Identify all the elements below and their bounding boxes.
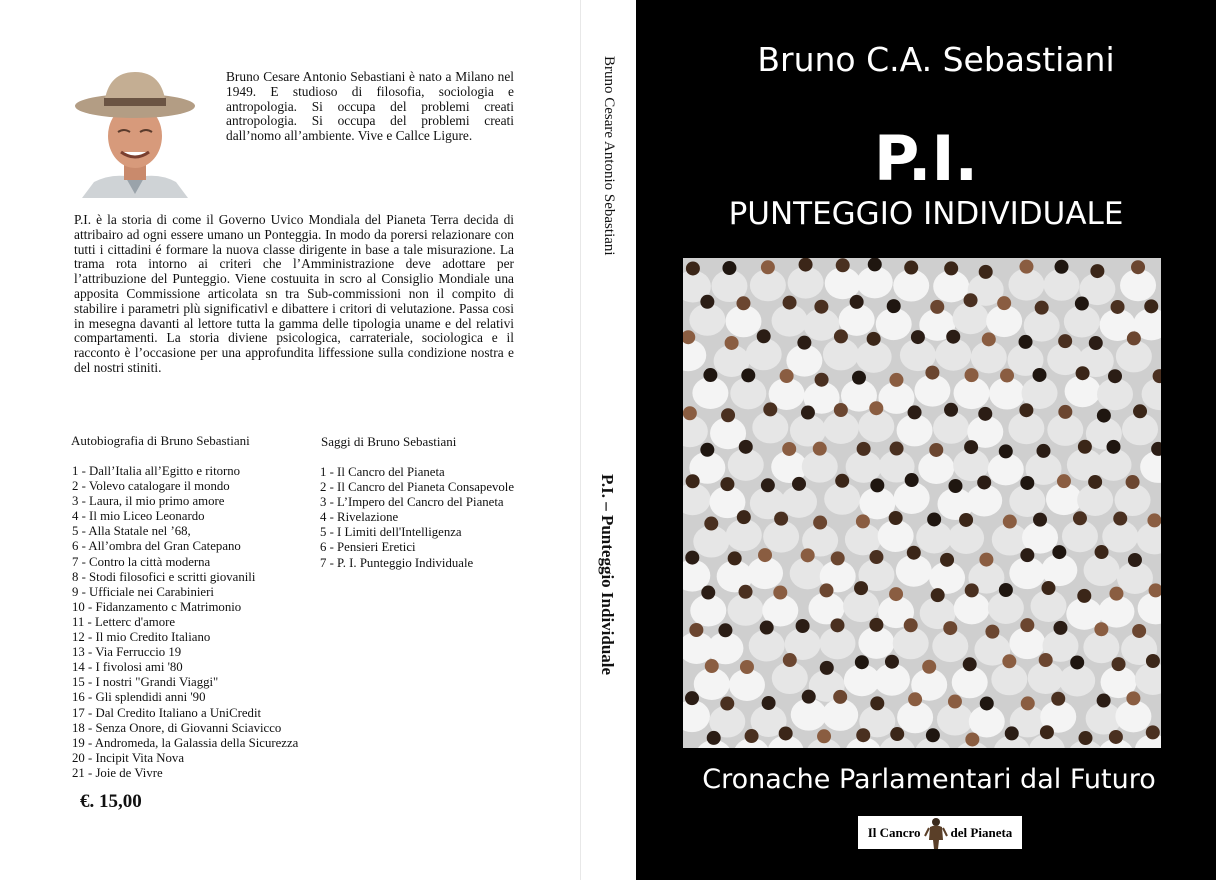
essay-item: 6 - Pensieri Eretici xyxy=(320,540,416,555)
autobiography-item: 20 - Incipit Vita Nova xyxy=(72,750,185,765)
autobiography-item: 19 - Andromeda, la Galassia della Sicurezza xyxy=(72,735,299,750)
essay-item: 7 - P. I. Punteggio Individuale xyxy=(320,555,474,570)
autobiography-item: 9 - Ufficiale nei Carabinieri xyxy=(72,584,214,599)
essay-item: 1 - Il Cancro del Pianeta xyxy=(320,465,445,479)
publisher-name-left: Il Cancro xyxy=(867,824,921,840)
autobiography-item: 8 - Stodi filosofici e scritti giovanili xyxy=(72,569,256,584)
price: €. 15,00 xyxy=(80,791,142,812)
cover-tagline: Cronache Parlamentari dal Futuro xyxy=(702,764,1156,795)
autobiography-item: 6 - All’ombra del Gran Catepano xyxy=(72,539,241,554)
autobiography-item: 12 - Il mio Credito Italiano xyxy=(72,630,211,645)
author-bio: Bruno Cesare Antonio Sebastiani è nato a Milano nel 1949. E studioso di filosofia, sociologia e antropologia. Si occupa del problemi creati antropologia. Si occupa del problemi creati dall’nomo all’ambiente. Vive e Callce Ligure. xyxy=(226,69,514,144)
autobiography-item: 10 - Fidanzamento c Matrimonio xyxy=(72,599,242,614)
essay-item: 2 - Il Cancro del Pianeta Consapevole xyxy=(320,480,515,495)
autobiography-item: 1 - Dall’Italia all’Egitto e ritorno xyxy=(72,464,241,478)
autobiography-item: 11 - Letterc d'amore xyxy=(72,614,176,629)
autobiography-item: 16 - Gli splendidi anni '90 xyxy=(72,690,206,705)
author-photo xyxy=(74,62,196,198)
spine-title: P.I. – Punteggio Individuale xyxy=(598,474,617,676)
autobiography-item: 13 - Via Ferruccio 19 xyxy=(72,645,182,660)
essay-item: 4 - Rivelazione xyxy=(320,510,399,525)
essays-title: Saggi di Bruno Sebastiani xyxy=(321,434,457,449)
essay-item: 3 - L’Impero del Cancro del Pianeta xyxy=(320,495,504,510)
autobiography-item: 18 - Senza Onore, di Giovanni Sciavicco xyxy=(72,720,282,735)
essays-list xyxy=(320,465,514,571)
autobiography-item: 15 - I nostri "Grandi Viaggi" xyxy=(72,675,219,690)
essay-item: 5 - I Limiti dell'Intelligenza xyxy=(320,525,462,540)
autobiography-list xyxy=(72,464,298,781)
autobiography-item: 5 - Alla Statale nel ’68, xyxy=(72,524,191,539)
autobiography-item: 17 - Dal Credito Italiano a UniCredit xyxy=(72,705,262,720)
autobiography-item: 7 - Contro la città moderna xyxy=(72,554,211,569)
publisher-name-right: del Pianeta xyxy=(950,824,1013,840)
autobiography-item: 21 - Joie de Vivre xyxy=(72,765,163,780)
book-synopsis: P.I. è la storia di come il Governo Uvico Mondiala del Pianeta Terra decida di attribairo ad ogni essere umano un Ponteggia. In modo da porersi relazionare con tutti i cittadini é formare la nuova classe dirigente in base a tale misurazione. La trama rota intorno ai criteri che l’Amministrazione deve adottare per l’attribuzione del Punteggio. Viene costuuita in scro al Consiglio Mondiale una apposita Commissione articolata sn tra Sub-commissioni non il compito di stabilire i parametri plù significativl e dibattere i critori di velutazione. Passa cosi in mesegna davanti al lettore tutta la gamma delle tipologia uname e del relativi compartamenti. La storia diviene psicologica, carrateriale, sociologica e il racconto è l’occasione per una approfundita liffessione sulla condizione nostra e del nostri stiniti. xyxy=(74,212,514,375)
spine-author: Bruno Cesare Antonio Sebastiani xyxy=(601,56,617,256)
cover-subtitle: PUNTEGGIO INDIVIDUALE xyxy=(728,196,1124,232)
cover-author: Bruno C.A. Sebastiani xyxy=(757,40,1115,79)
crowd-photo xyxy=(683,258,1161,748)
autobiography-item: 3 - Laura, il mio primo amore xyxy=(72,494,225,509)
autobiography-item: 14 - I fivolosi ami '80 xyxy=(72,660,183,675)
statue-icon xyxy=(923,816,949,849)
cover-title: P.I. xyxy=(873,122,979,195)
autobiography-item: 2 - Volevo catalogare il mondo xyxy=(72,479,230,494)
publisher-logo xyxy=(858,816,1022,849)
autobiography-item: 4 - Il mio Liceo Leonardo xyxy=(72,509,205,524)
autobiography-title: Autobiografia di Bruno Sebastiani xyxy=(71,433,250,448)
